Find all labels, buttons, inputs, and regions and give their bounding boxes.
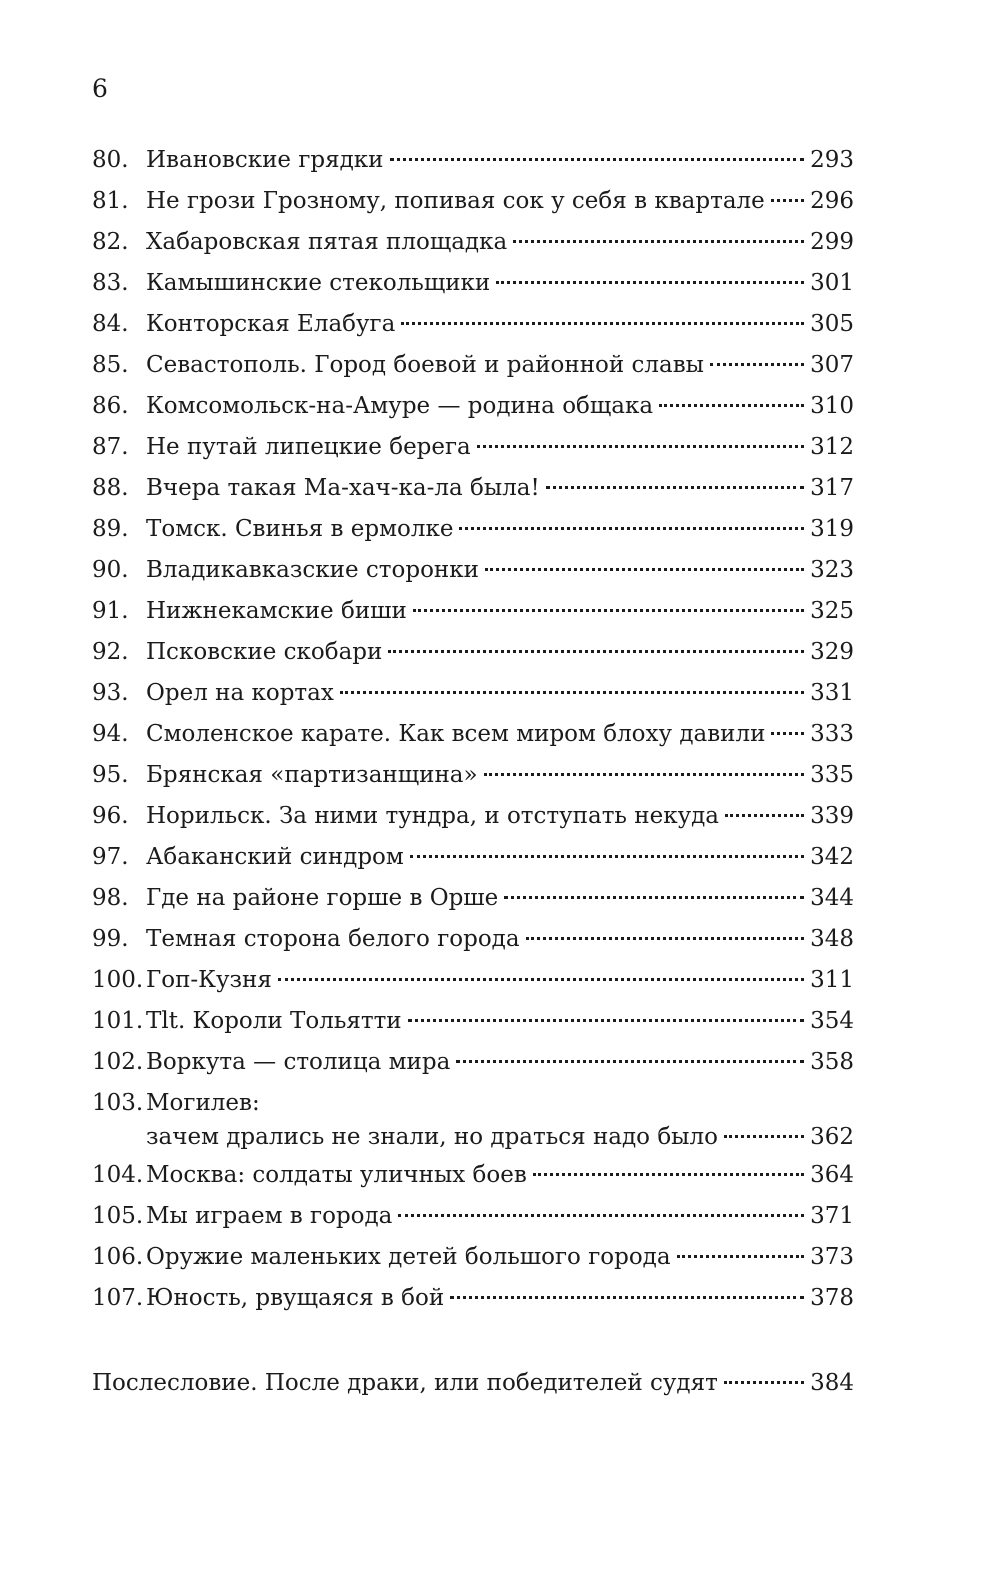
entry-page: 371 — [810, 1203, 854, 1229]
afterword-entry — [92, 1366, 854, 1400]
entry-page: 339 — [810, 803, 854, 829]
toc-entry — [92, 1199, 854, 1240]
entry-title: Ивановские грядки — [146, 147, 384, 173]
entry-page: 364 — [810, 1162, 854, 1188]
entry-title: Комсомольск-на-Амуре — родина общака — [146, 393, 654, 419]
entry-page: 301 — [810, 270, 854, 296]
dot-leader — [771, 199, 804, 202]
entry-title: Орел на кортах — [146, 680, 334, 706]
entry-page: 335 — [810, 762, 854, 788]
entry-page: 296 — [810, 188, 854, 214]
entry-page: 310 — [810, 393, 854, 419]
entry-number: 102. — [92, 1049, 144, 1075]
entry-number: 99. — [92, 926, 129, 952]
dot-leader — [408, 1019, 804, 1022]
entry-title: Оружие маленьких детей большого города — [146, 1244, 671, 1270]
entry-number: 81. — [92, 188, 129, 214]
entry-body — [146, 1158, 854, 1192]
entry-number: 85. — [92, 352, 129, 378]
dot-leader — [340, 691, 804, 694]
entry-body — [146, 963, 854, 997]
entry-title: Владикавказские сторонки — [146, 557, 479, 583]
entry-number: 106. — [92, 1244, 144, 1270]
entry-title: Темная сторона белого города — [146, 926, 520, 952]
dot-leader — [390, 158, 805, 161]
dot-leader — [388, 650, 804, 653]
entry-number: 91. — [92, 598, 129, 624]
entry-title: Воркута — столица мира — [146, 1049, 451, 1075]
entry-body — [146, 389, 854, 423]
entry-body — [146, 225, 854, 259]
entry-number: 82. — [92, 229, 129, 255]
entry-page: 319 — [810, 516, 854, 542]
toc-entry — [92, 184, 854, 225]
toc-entry — [92, 594, 854, 635]
entry-body — [146, 1199, 854, 1233]
dot-leader — [677, 1255, 805, 1258]
entry-number: 97. — [92, 844, 129, 870]
toc-entry — [92, 307, 854, 348]
entry-page: 358 — [810, 1049, 854, 1075]
entry-page: 307 — [810, 352, 854, 378]
dot-leader — [413, 609, 804, 612]
toc-entry — [92, 1004, 854, 1045]
dot-leader — [401, 322, 804, 325]
entry-number: 80. — [92, 147, 129, 173]
entry-body — [146, 553, 854, 587]
entry-page: 373 — [810, 1244, 854, 1270]
entry-number: 87. — [92, 434, 129, 460]
entry-number: 90. — [92, 557, 129, 583]
entry-number: 86. — [92, 393, 129, 419]
entry-title-continued: зачем дрались не знали, но драться надо было — [146, 1124, 718, 1150]
toc-entry — [92, 1086, 854, 1158]
dot-leader — [459, 527, 804, 530]
dot-leader — [724, 1381, 804, 1384]
toc-entry — [92, 1045, 854, 1086]
entry-title: Где на районе горше в Орше — [146, 885, 499, 911]
dot-leader — [496, 281, 804, 284]
toc-entry — [92, 963, 854, 1004]
entry-page: 305 — [810, 311, 854, 337]
toc-entry — [92, 1281, 854, 1322]
entry-body — [146, 1086, 854, 1154]
toc-entry — [92, 266, 854, 307]
entry-number: 98. — [92, 885, 129, 911]
entry-body — [146, 1004, 854, 1038]
afterword-title: Послесловие. После драки, или победителей судят — [92, 1370, 718, 1396]
entry-page: 299 — [810, 229, 854, 255]
entry-number: 105. — [92, 1203, 144, 1229]
entry-body — [146, 143, 854, 177]
entry-title: Могилев: — [146, 1090, 260, 1116]
entry-title: Нижнекамские биши — [146, 598, 407, 624]
entry-page: 311 — [810, 967, 854, 993]
dot-leader — [659, 404, 804, 407]
entry-body — [146, 635, 854, 669]
entry-page: 329 — [810, 639, 854, 665]
entry-page: 342 — [810, 844, 854, 870]
entry-title: Брянская «партизанщина» — [146, 762, 478, 788]
dot-leader — [398, 1214, 804, 1217]
entry-page: 344 — [810, 885, 854, 911]
entry-body — [146, 799, 854, 833]
entry-body — [146, 676, 854, 710]
dot-leader — [477, 445, 804, 448]
toc-entry — [92, 225, 854, 266]
entry-number: 101. — [92, 1008, 144, 1034]
entry-page: 378 — [810, 1285, 854, 1311]
toc-entry — [92, 430, 854, 471]
toc-entry — [92, 553, 854, 594]
entry-body — [146, 348, 854, 382]
entry-number: 96. — [92, 803, 129, 829]
entry-page: 354 — [810, 1008, 854, 1034]
entry-body — [146, 840, 854, 874]
entry-number: 89. — [92, 516, 129, 542]
entry-page: 362 — [810, 1124, 854, 1150]
entry-body — [146, 881, 854, 915]
entry-title: Томск. Свинья в ермолке — [146, 516, 454, 542]
toc-entry — [92, 676, 854, 717]
dot-leader — [485, 568, 804, 571]
entry-title: Норильск. За ними тундра, и отступать некуда — [146, 803, 719, 829]
entry-title: Москва: солдаты уличных боев — [146, 1162, 527, 1188]
toc-entry — [92, 758, 854, 799]
entry-body — [146, 307, 854, 341]
toc-entry — [92, 717, 854, 758]
toc-entry — [92, 840, 854, 881]
entry-number: 95. — [92, 762, 129, 788]
entry-title: Смоленское карате. Как всем миром блоху давили — [146, 721, 766, 747]
dot-leader — [484, 773, 805, 776]
entry-page: 331 — [810, 680, 854, 706]
entry-body — [146, 1240, 854, 1274]
entry-page: 323 — [810, 557, 854, 583]
entry-title: Вчера такая Ма-хач-ка-ла была! — [146, 475, 540, 501]
toc-entry — [92, 635, 854, 676]
entry-title: Севастополь. Город боевой и районной славы — [146, 352, 704, 378]
entry-body — [146, 758, 854, 792]
entry-title: Хабаровская пятая площадка — [146, 229, 508, 255]
entry-title: Мы играем в города — [146, 1203, 393, 1229]
dot-leader — [710, 363, 804, 366]
page-number: 6 — [92, 74, 108, 103]
entry-number: 84. — [92, 311, 129, 337]
toc-entry — [92, 881, 854, 922]
dot-leader — [724, 1135, 804, 1138]
entry-body — [146, 512, 854, 546]
entry-number: 103. — [92, 1090, 144, 1116]
toc-entry — [92, 348, 854, 389]
toc-entry — [92, 1158, 854, 1199]
dot-leader — [410, 855, 804, 858]
table-of-contents — [92, 143, 854, 1322]
entry-number: 94. — [92, 721, 129, 747]
entry-number: 107. — [92, 1285, 144, 1311]
toc-entry — [92, 143, 854, 184]
entry-title: Абаканский синдром — [146, 844, 404, 870]
entry-page: 293 — [810, 147, 854, 173]
toc-entry — [92, 389, 854, 430]
dot-leader — [450, 1296, 804, 1299]
toc-entry — [92, 1240, 854, 1281]
entry-body — [146, 184, 854, 218]
entry-page: 325 — [810, 598, 854, 624]
entry-body — [146, 430, 854, 464]
entry-number: 100. — [92, 967, 144, 993]
entry-title: Не грози Грозному, попивая сок у себя в квартале — [146, 188, 765, 214]
entry-number: 88. — [92, 475, 129, 501]
entry-number: 83. — [92, 270, 129, 296]
entry-page: 333 — [810, 721, 854, 747]
entry-number: 104. — [92, 1162, 144, 1188]
entry-body — [146, 1281, 854, 1315]
dot-leader — [278, 978, 804, 981]
entry-title: Псковские скобари — [146, 639, 383, 665]
entry-title: Гоп-Кузня — [146, 967, 272, 993]
dot-leader — [546, 486, 804, 489]
dot-leader — [526, 937, 805, 940]
entry-number: 93. — [92, 680, 129, 706]
entry-body — [146, 266, 854, 300]
entry-page: 317 — [810, 475, 854, 501]
dot-leader — [771, 732, 804, 735]
entry-title: Не путай липецкие берега — [146, 434, 471, 460]
dot-leader — [533, 1173, 804, 1176]
entry-body — [146, 922, 854, 956]
entry-title: Камышинские стекольщики — [146, 270, 491, 296]
entry-title: Юность, рвущаяся в бой — [146, 1285, 445, 1311]
entry-body — [146, 594, 854, 628]
entry-title: Tlt. Короли Тольятти — [146, 1008, 402, 1034]
toc-entry — [92, 922, 854, 963]
entry-title: Конторская Елабуга — [146, 311, 396, 337]
dot-leader — [513, 240, 804, 243]
entry-body — [146, 1045, 854, 1079]
entry-page: 348 — [810, 926, 854, 952]
toc-entry — [92, 471, 854, 512]
dot-leader — [725, 814, 804, 817]
entry-number: 92. — [92, 639, 129, 665]
entry-body — [146, 471, 854, 505]
toc-entry — [92, 799, 854, 840]
dot-leader — [456, 1060, 804, 1063]
dot-leader — [504, 896, 804, 899]
entry-body — [146, 717, 854, 751]
afterword-page: 384 — [810, 1370, 854, 1396]
toc-entry — [92, 512, 854, 553]
entry-page: 312 — [810, 434, 854, 460]
